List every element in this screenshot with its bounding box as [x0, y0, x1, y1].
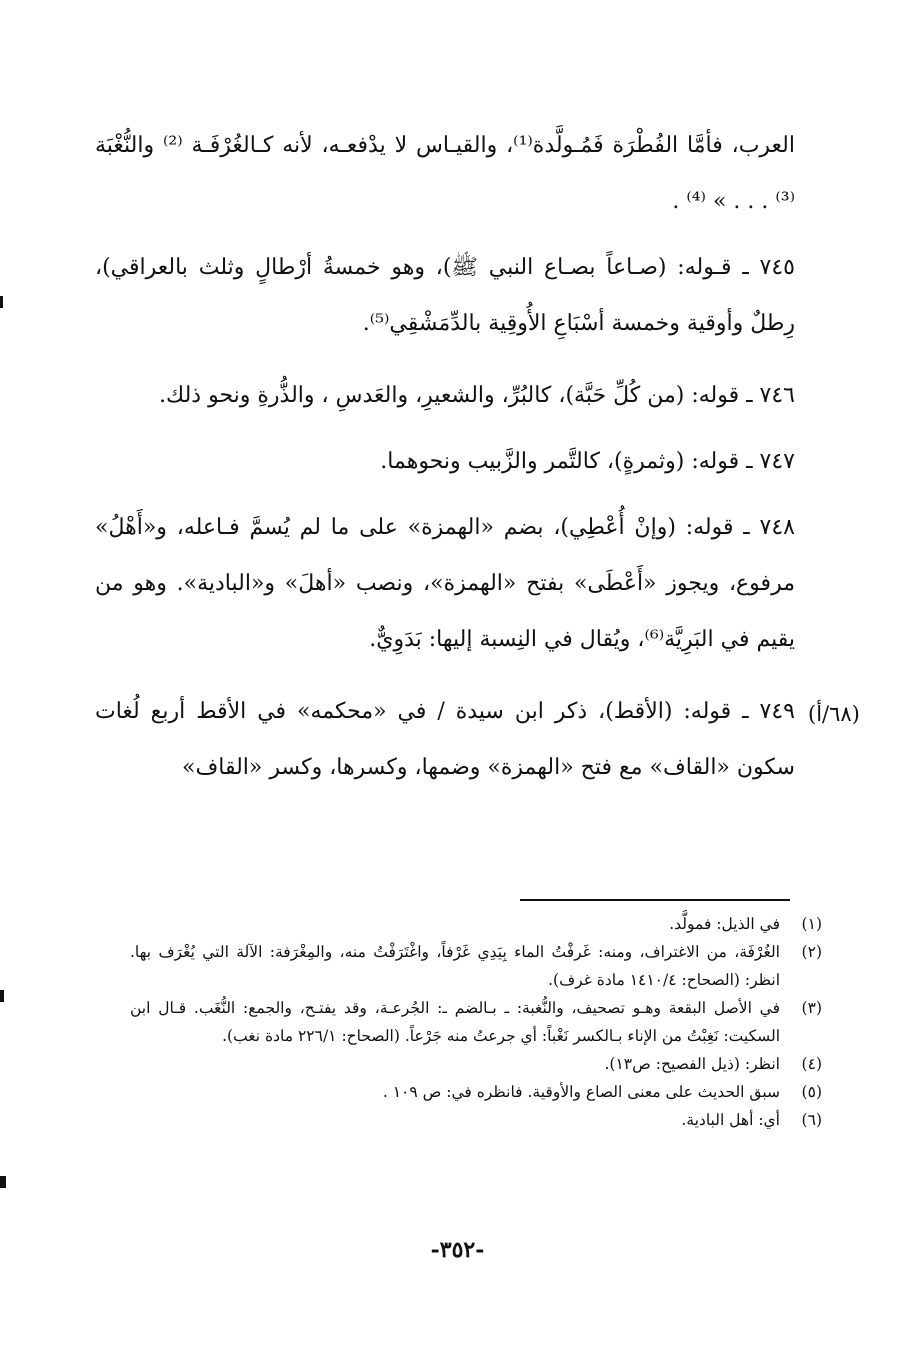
footnote-number: (٥) — [801, 1083, 822, 1101]
paragraph-748: ٧٤٨ ـ قوله: (وإنْ أُعْطِي)، بضم «الهمزة» على ما لم يُسمَّ فـاعله، و«أَهْلُ» مرفوع، ويجوز «أَعْطَى» بفتح «الهمزة»، ونصب «أهلَ» و«البادية». وهو من يقيم في البَرِيَّة⁽⁶⁾، ويُقال في النِسبة إليها: بَدَوِيٌّ. — [95, 515, 795, 652]
scan-edge-mark — [0, 296, 3, 308]
paragraph-745: ٧٤٥ ـ قـوله: (صـاعاً بصـاع النبي ﷺ)، وهو خمسةُ أرْطالٍ وثلث بالعراقي)، رِطلٌ وأوقية وخمسة أسْبَاعِ الأُوقِية بالدِّمَشْقِي⁽⁵⁾. — [95, 255, 795, 336]
footnote-6 — [130, 1106, 822, 1134]
footnotes — [130, 910, 822, 1134]
footnote-text: الغُرْفَة، من الاغتراف، ومنه: غَرفْتُ الماء بِيَدِي غَرْفاً، واغْتَرَفْتُ منه، والمِغْرَفة: الآلة التي يُغْرَف بها. انظر: (الصحاح: ١٤١٠/٤ مادة غرف). — [130, 943, 780, 989]
paragraph-747: ٧٤٧ ـ قوله: (وثمرةٍ)، كالتَّمر والزَّبيب ونحوهما. — [380, 449, 795, 474]
footnote-2 — [130, 938, 822, 994]
manuscript-folio-note: (٦٨/أ) — [808, 702, 860, 726]
footnote-text: أي: أهل البادية. — [681, 1111, 780, 1129]
footnote-5 — [130, 1078, 822, 1106]
footnote-3 — [130, 994, 822, 1050]
footnote-text: في الأصل البقعة وهـو تصحيف، والنُّغبة: ـ بـالضم ـ: الجُرعـة، وقد يفتـح، والجمع: النُّغَب. قـال ابن السكيت: نَغِبْتُ من الإناء بـالكسر نَغْباً: أي جرعتُ منه جَرْعاً. (الصحاح: ٢٢٦/١ مادة نغب). — [130, 999, 780, 1045]
footnote-number: (٣) — [801, 999, 822, 1017]
footnote-4 — [130, 1050, 822, 1078]
footnote-text: انظر: (ذيل الفصيح: ص١٣). — [604, 1055, 780, 1073]
footnote-number: (١) — [801, 915, 822, 933]
footnote-text: في الذيل: فمولَّد. — [669, 915, 780, 933]
main-text — [95, 118, 795, 812]
footnote-number: (٤) — [801, 1055, 822, 1073]
paragraph-749: ٧٤٩ ـ قوله: (الأقط)، ذكر ابن سيدة / في «محكمه» في الأقط أربع لُغات سكون «القاف» مع فتح «الهمزة» وضمها، وكسرها، وكسر «القاف» — [95, 699, 795, 780]
paragraph-continuation: العرب، فأمَّا الفُطْرَة فَمُـولَّدة⁽¹⁾، والقيـاس لا يدْفعـه، لأنه كـالغُرْفَـة ⁽²⁾ والنُّغْبَة ⁽³⁾ . . . » ⁽⁴⁾ . — [95, 133, 795, 214]
footnote-text: سبق الحديث على معنى الصاع والأوقية. فانظره في: ص ١٠٩ . — [382, 1083, 780, 1101]
footnote-1 — [130, 910, 822, 938]
paragraph-746: ٧٤٦ ـ قوله: (من كُلِّ حَبَّة)، كالبُرِّ، والشعيرِ، والعَدسِ ، والذُّرةِ ونحو ذلك. — [159, 383, 795, 408]
scan-edge-mark — [0, 990, 4, 1002]
scan-edge-mark — [0, 1176, 6, 1188]
footnote-number: (٦) — [801, 1111, 822, 1129]
page-number: -٣٥٢- — [430, 1237, 485, 1263]
footnote-separator — [520, 899, 790, 901]
footnote-number: (٢) — [801, 943, 822, 961]
